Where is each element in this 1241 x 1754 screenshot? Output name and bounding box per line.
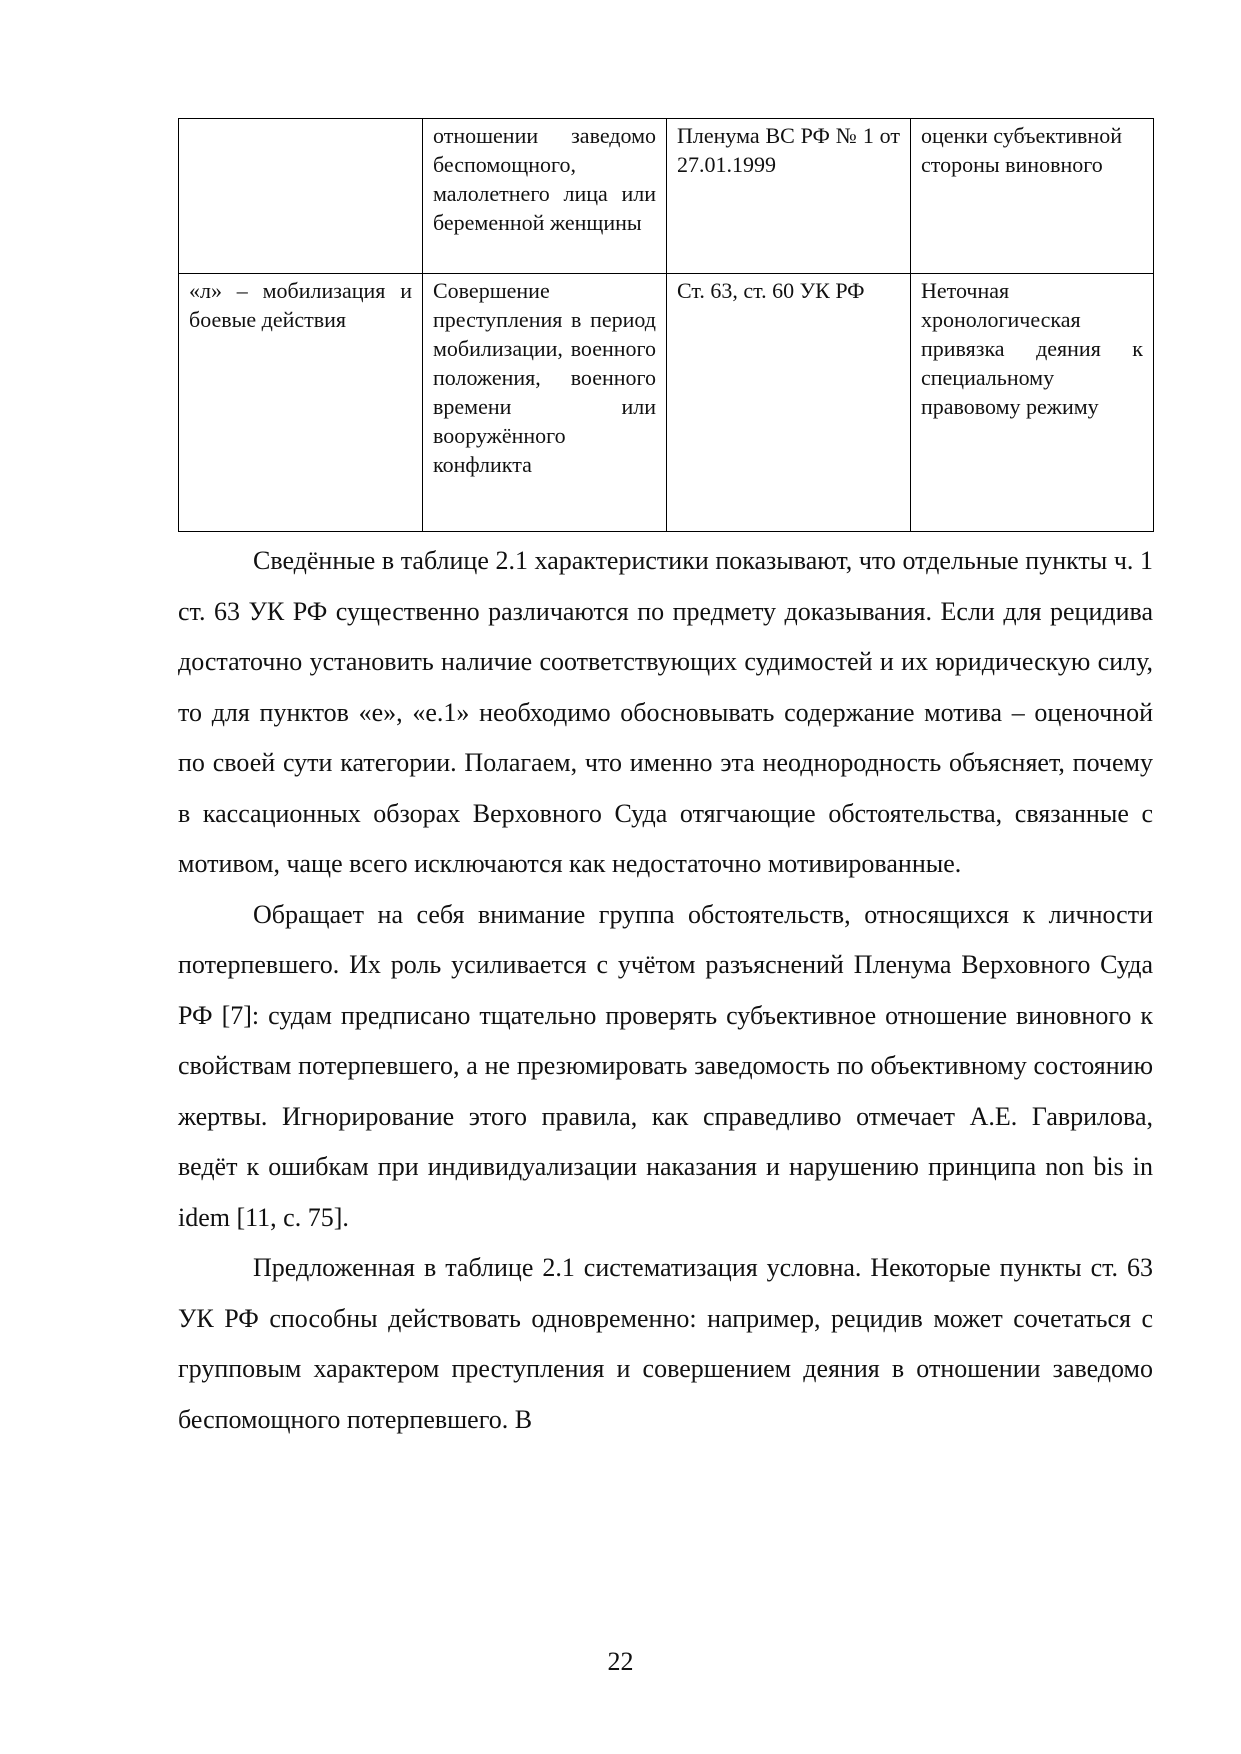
- table-cell-problem: оценки субъективной стороны виновного: [911, 119, 1154, 274]
- table-row: [179, 274, 1154, 532]
- body-text: [178, 536, 1153, 1445]
- table-row: [179, 119, 1154, 274]
- table-cell-circumstance: [179, 119, 423, 274]
- table-cell-source: Ст. 63, ст. 60 УК РФ: [667, 274, 911, 532]
- table-cell-content: Совершение преступления в период мобилизации, военного положения, военного времени или вооружённого конфликта: [423, 274, 667, 532]
- page-number: 22: [607, 1647, 634, 1676]
- continuation-table: [178, 118, 1154, 532]
- table-cell-circumstance: «л» – мобилизация и боевые действия: [179, 274, 423, 532]
- paragraph: Предложенная в таблице 2.1 систематизация условна. Некоторые пункты ст. 63 УК РФ способны действовать одновременно: например, рецидив может сочетаться с групповым характером преступления и совершением деяния в отношении заведомо беспомощного потерпевшего. В: [178, 1253, 1153, 1434]
- table-cell-problem: Неточная хронологическая привязка деяния к специальному правовому режиму: [911, 274, 1154, 532]
- table-cell-source: Пленума ВС РФ № 1 от 27.01.1999: [667, 119, 911, 274]
- page-content: [178, 118, 1153, 1445]
- table-cell-content: отношении заведомо беспомощного, малолетнего лица или беременной женщины: [423, 119, 667, 274]
- paragraph: Сведённые в таблице 2.1 характеристики показывают, что отдельные пункты ч. 1 ст. 63 УК РФ существенно различаются по предмету доказывания. Если для рецидива достаточно установить наличие соответствующих судимостей и их юридическую силу, то для пунктов «е», «е.1» необходимо обосновывать содержание мотива – оценочной по своей сути категории. Полагаем, что именно эта неоднородность объясняет, почему в кассационных обзорах Верховного Суда отягчающие обстоятельства, связанные с мотивом, чаще всего исключаются как недостаточно мотивированные.: [178, 546, 1153, 878]
- paragraph: Обращает на себя внимание группа обстоятельств, относящихся к личности потерпевшего. Их роль усиливается с учётом разъяснений Пленума Верховного Суда РФ [7]: судам предписано тщательно проверять субъективное отношение виновного к свойствам потерпевшего, а не презюмировать заведомость по объективному состоянию жертвы. Игнорирование этого правила, как справедливо отмечает А.Е. Гаврилова, ведёт к ошибкам при индивидуализации наказания и нарушению принципа non bis in idem [11, с. 75].: [178, 899, 1153, 1232]
